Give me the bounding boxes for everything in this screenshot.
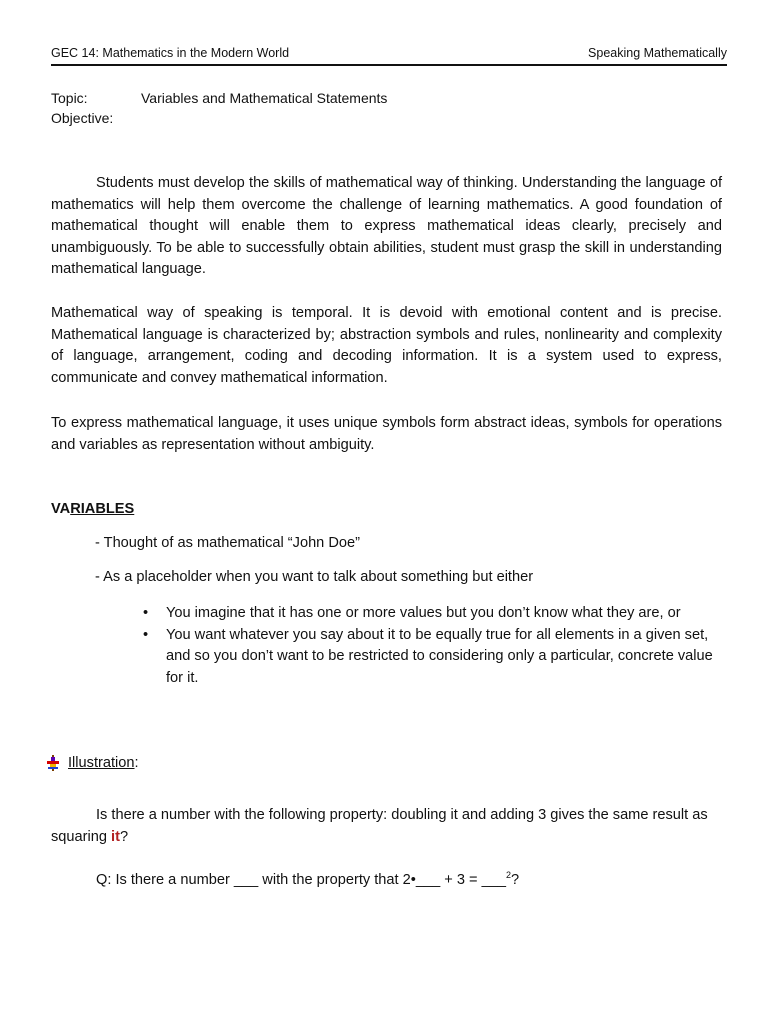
bullet-text: You want whatever you say about it to be equally true for all elements in a given set, and so you don’t want to be restricted to considering only a particular, concrete value for it. [166, 626, 713, 686]
heading-prefix: VA [51, 501, 71, 517]
topic-block [51, 88, 387, 128]
bullet-list [143, 603, 723, 689]
illustration-heading [45, 754, 139, 772]
question-text: Q: Is there a number ___ with the property that 2•___ + 3 = ___ [96, 871, 506, 888]
question-mark: ? [510, 871, 520, 888]
bullet-dot: • [143, 626, 149, 643]
heading-rest: RIABLES [70, 501, 135, 517]
chapter-title: Speaking Mathematically [588, 46, 727, 60]
list-item [143, 625, 723, 690]
dash-item: - As a placeholder when you want to talk about something but either [95, 569, 534, 585]
topic-value: Variables and Mathematical Statements [141, 90, 388, 106]
bullet-text: You imagine that it has one or more values but you don’t know what they are, or [166, 605, 681, 621]
emphasis-it: it [111, 828, 120, 845]
objective-row [51, 108, 387, 128]
list-item [143, 603, 723, 625]
illustration-text: Is there a number with the following property: doubling it and adding 3 gives the same result as squaring [51, 807, 708, 845]
variables-heading [51, 501, 134, 517]
course-title: GEC 14: Mathematics in the Modern World [51, 46, 290, 60]
bullet-dot: • [143, 605, 149, 621]
pin-icon [45, 754, 61, 772]
question-line [96, 870, 519, 888]
language-paragraph: Mathematical way of speaking is temporal. It is devoid with emotional content and is precise. Mathematical language is characterized by; abstraction symbols and rules, nonlinearity and complexity of language, arrangement, coding and decoding information. It is a system used to express, communicate and convey mathematical information. [51, 305, 722, 386]
square-exponent: 2 [505, 870, 511, 880]
topic-label: Topic: [51, 90, 88, 106]
intro-paragraph: Students must develop the skills of mathematical way of thinking. Understanding the language of mathematics will help them overcome the challenge of learning mathematics. A good foundation of mathematical thought will enable them to express mathematical ideas clearly, precisely and unambiguously. To be able to successfully obtain abilities, student must grasp the skill in understanding mathematical language. [51, 175, 722, 278]
symbols-paragraph: To express mathematical language, it uses unique symbols form abstract ideas, symbols for operations and variables as representation without ambiguity. [51, 415, 722, 453]
topic-row [51, 88, 387, 108]
illustration-end: ? [119, 828, 129, 845]
dash-item: - Thought of as mathematical “John Doe” [95, 535, 360, 551]
objective-label: Objective: [51, 110, 114, 126]
illustration-paragraph [51, 805, 722, 848]
illustration-colon: : [134, 755, 139, 771]
illustration-label: Illustration [68, 755, 135, 771]
page-header [51, 46, 727, 66]
